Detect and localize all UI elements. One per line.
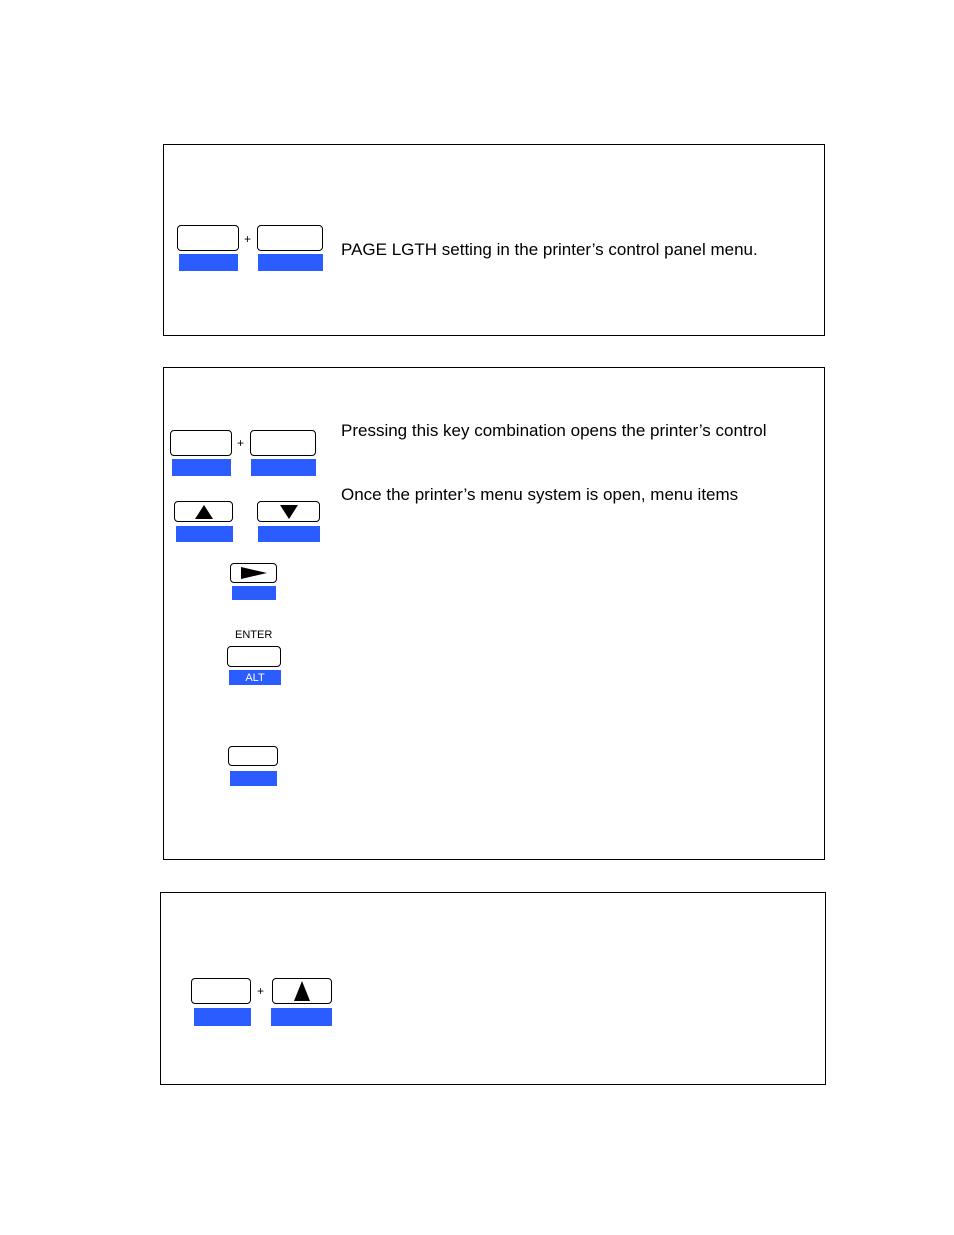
panel1-description: PAGE LGTH setting in the printer’s control panel menu.	[341, 240, 758, 259]
right-key-label-bar	[232, 586, 276, 600]
key-combo-left-label-bar	[194, 1008, 251, 1026]
right-key[interactable]	[230, 563, 277, 583]
panel2-description-line1: Pressing this key combination opens the printer’s control	[341, 421, 767, 440]
key-right-label-bar	[258, 254, 323, 271]
key-combo-right[interactable]	[250, 430, 316, 456]
key-combo-left-label-bar	[172, 459, 231, 476]
blank-key-label-bar	[230, 771, 277, 786]
plus-sign: +	[257, 984, 265, 998]
triangle-right-icon	[241, 567, 267, 579]
enter-key-label: ENTER	[235, 629, 273, 641]
plus-sign: +	[237, 436, 245, 450]
triangle-up-icon	[294, 981, 310, 1001]
up-key[interactable]	[272, 978, 332, 1004]
key-combo-left[interactable]	[191, 978, 251, 1004]
key-right[interactable]	[257, 225, 323, 251]
alt-label-bar: ALT	[229, 670, 281, 685]
up-key[interactable]	[174, 501, 233, 522]
key-combo-left[interactable]	[170, 430, 232, 456]
panel-menu-navigation	[163, 367, 825, 860]
up-key-label-bar	[271, 1008, 332, 1026]
panel-page-length	[163, 144, 825, 336]
key-left-label-bar	[179, 254, 238, 271]
key-combo-right-label-bar	[251, 459, 316, 476]
enter-key[interactable]	[227, 646, 281, 667]
triangle-up-icon	[195, 505, 213, 519]
blank-key[interactable]	[228, 746, 278, 766]
panel-key-combo	[160, 892, 826, 1085]
down-key-label-bar	[258, 526, 320, 542]
down-key[interactable]	[257, 501, 320, 522]
key-left[interactable]	[177, 225, 239, 251]
plus-sign: +	[244, 232, 252, 246]
panel2-description-line2: Once the printer’s menu system is open, menu items	[341, 485, 739, 504]
triangle-down-icon	[280, 505, 298, 519]
up-key-label-bar	[176, 526, 233, 542]
